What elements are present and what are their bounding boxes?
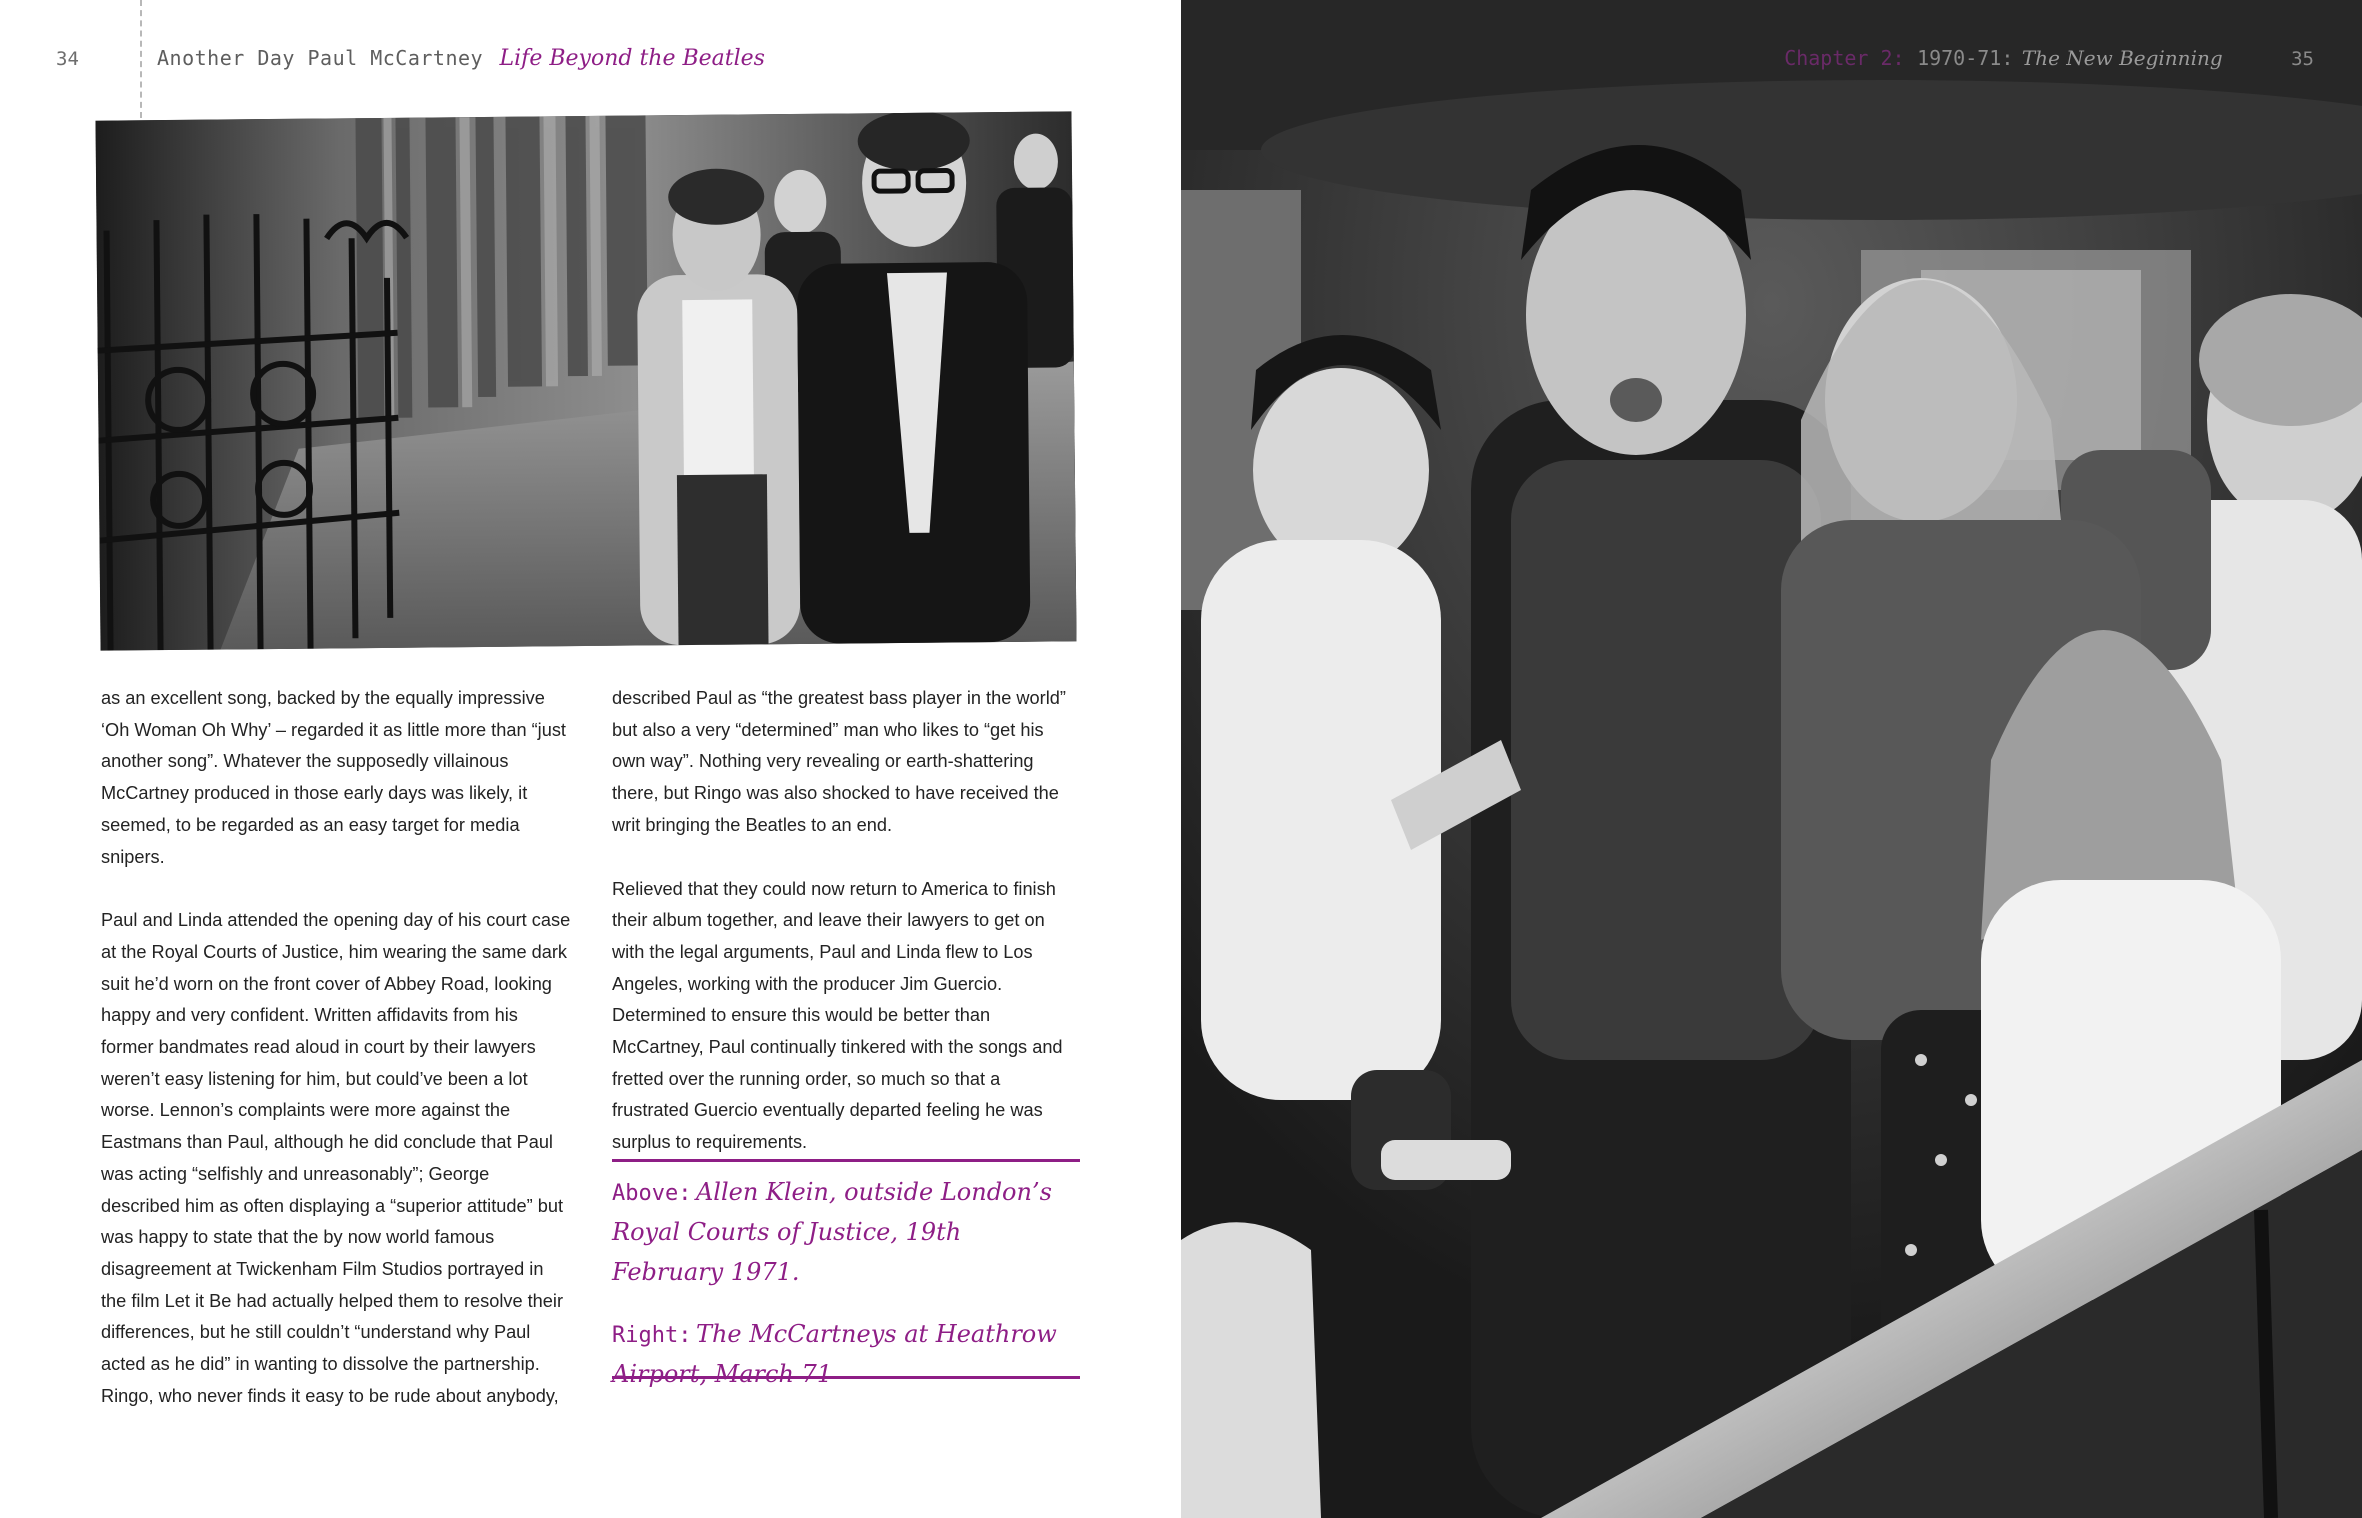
photo-mccartneys-heathrow bbox=[1181, 0, 2362, 1518]
text-column-2 bbox=[612, 683, 1082, 1191]
running-head-right bbox=[1784, 46, 2314, 70]
running-head-left bbox=[157, 46, 765, 71]
chapter-years: 1970-71: bbox=[1917, 46, 2014, 70]
paragraph: as an excellent song, backed by the equally impressive ‘Oh Woman Oh Why’ – regarded it as little more than “just another song”. Whatever the supposedly villainous McCartney produced in those early days was likely, it seemed, to be regarded as an easy target for media snipers. bbox=[101, 688, 566, 867]
photo-allen-klein bbox=[95, 111, 1076, 650]
book-subtitle: Life Beyond the Beatles bbox=[499, 46, 765, 71]
paragraph: Relieved that they could now return to America to finish their album together, and leave their lawyers to get on with the legal arguments, Paul and Linda flew to Los Angeles, working with the producer Jim Guercio. Determined to ensure this would be better than McCartney, Paul continually tinkered with the songs and fretted over the running order, so much so that a frustrated Guercio eventually departed feeling he was surplus to requirements. bbox=[612, 878, 1063, 1153]
chapter-label: Chapter 2: bbox=[1784, 46, 1905, 70]
caption-right-text: The McCartneys at Heathrow Airport, March 71 bbox=[612, 1320, 1057, 1388]
header-divider bbox=[140, 0, 142, 118]
page-number-right: 35 bbox=[2291, 48, 2314, 70]
book-title: Another Day Paul McCartney bbox=[157, 46, 484, 70]
caption-above-label: Above: bbox=[612, 1181, 692, 1206]
paragraph: described Paul as “the greatest bass player in the world” but also a very “determined” man who likes to “get his own way”. Nothing very revealing or earth-shattering there, but Ringo was also shocked to have received the writ bringing the Beatles to an end. bbox=[612, 688, 1066, 835]
caption-box bbox=[612, 1159, 1080, 1388]
caption-above bbox=[612, 1174, 1080, 1294]
photo-allen-klein-image bbox=[95, 111, 1076, 650]
right-page-photo bbox=[1181, 0, 2362, 1518]
chapter-title: The New Beginning bbox=[2021, 46, 2223, 70]
page-number-left: 34 bbox=[56, 48, 79, 70]
caption-above-text: Allen Klein, outside London’s Royal Courts of Justice, 19th February 1971. bbox=[612, 1178, 1052, 1286]
caption-right-label: Right: bbox=[612, 1323, 692, 1348]
caption-right bbox=[612, 1316, 1080, 1396]
text-column-1 bbox=[101, 683, 571, 1444]
paragraph: Paul and Linda attended the opening day of his court case at the Royal Courts of Justice, him wearing the same dark suit he’d worn on the front cover of Abbey Road, looking happy and very confident. Written affidavits from his former bandmates read aloud in court by their lawyers weren’t easy listening for him, but could’ve been a lot worse. Lennon’s complaints were more against the Eastmans than Paul, although he did conclude that Paul was acting “selfishly and unreasonably”; George described him as often displaying a “superior attitude” but was happy to state that the by now world famous disagreement at Twickenham Film Studios portrayed in the film Let it Be had actually helped them to resolve their differences, but he still couldn’t “understand why Paul acted as he did” in wanting to dissolve the partnership. Ringo, who never finds it easy to be rude about anybody, bbox=[101, 910, 571, 1406]
